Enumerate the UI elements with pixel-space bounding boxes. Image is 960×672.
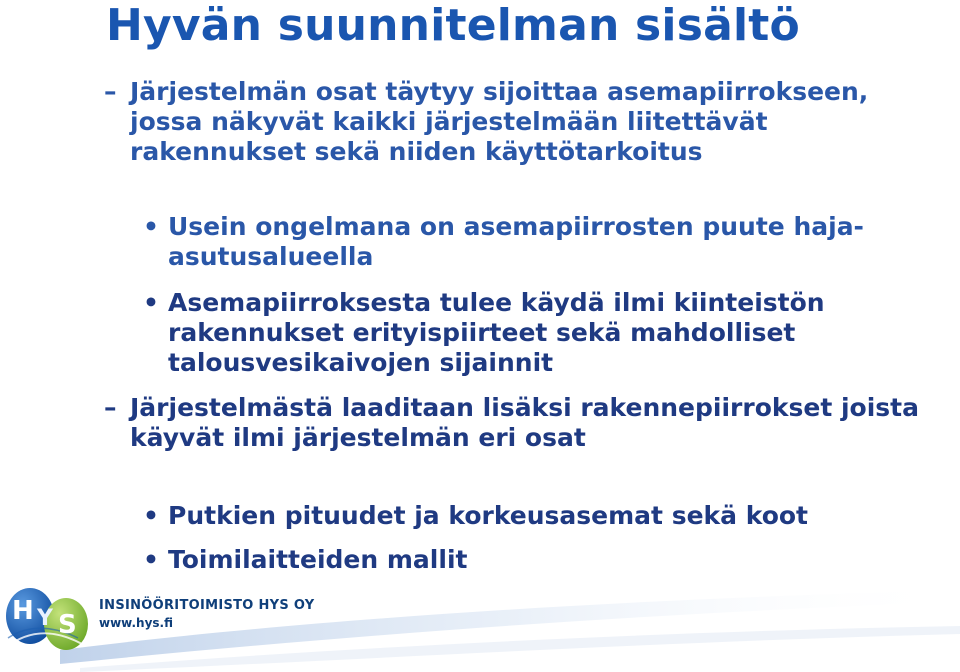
footer	[0, 580, 960, 672]
slide-title: Hyvän suunnitelman sisältö	[106, 0, 800, 51]
logo-letter-h: H	[12, 596, 34, 626]
bullet-text: Järjestelmän osat täytyy sijoittaa asemapiirrokseen, jossa näkyvät kaikki järjestelmään liitettävät rakennukset sekä niiden käyttötarkoitus	[130, 77, 869, 166]
bullet-dot-icon: •	[143, 212, 159, 241]
company-name: INSINÖÖRITOIMISTO HYS OY	[99, 598, 315, 613]
bullet-level1-item	[104, 77, 924, 167]
dash-marker: –	[104, 393, 117, 422]
logo-letter-s: S	[58, 610, 77, 640]
bullet-level2-item	[143, 288, 933, 378]
bullet-dot-icon: •	[143, 545, 159, 574]
bullet-text: Asemapiirroksesta tulee käydä ilmi kiinteistön rakennukset erityispiirteet sekä mahdolliset talousvesikaivojen sijainnit	[168, 288, 825, 377]
bullet-dot-icon: •	[143, 288, 159, 317]
bullet-level2-item	[143, 545, 933, 575]
bullet-level2-item	[143, 212, 933, 272]
logo-letter-y: Y	[37, 606, 53, 631]
dash-marker: –	[104, 77, 117, 106]
bullet-dot-icon: •	[143, 501, 159, 530]
bullet-level1-item	[104, 393, 924, 453]
company-url: www.hys.fi	[99, 616, 174, 630]
bullet-text: Järjestelmästä laaditaan lisäksi rakennepiirrokset joista käyvät ilmi järjestelmän eri osat	[130, 393, 920, 452]
bullet-text: Putkien pituudet ja korkeusasemat sekä koot	[168, 501, 809, 530]
bullet-level2-item	[143, 501, 933, 531]
bullet-text: Usein ongelmana on asemapiirrosten puute haja-asutusalueella	[168, 212, 864, 271]
bullet-text: Toimilaitteiden mallit	[168, 545, 468, 574]
